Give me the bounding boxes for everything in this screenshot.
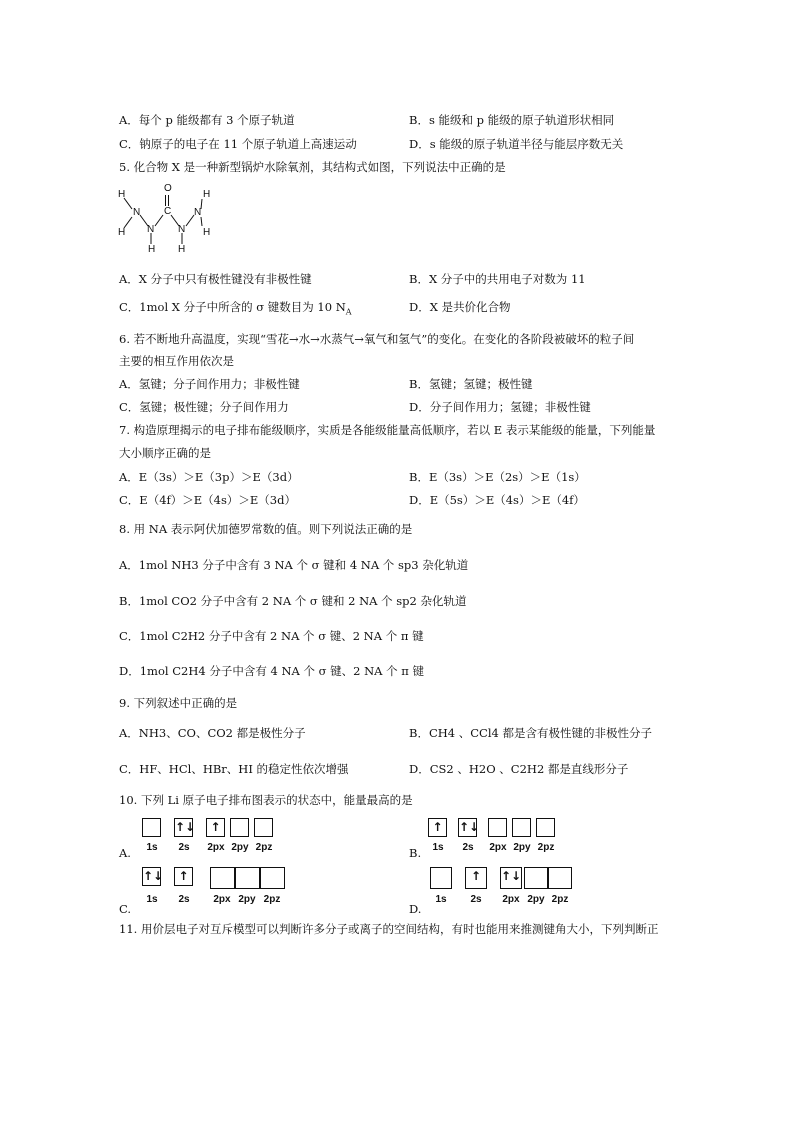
orbital-box [430,867,452,889]
atom-h: H [203,189,211,200]
orbital-label: 2px [502,894,520,905]
atom-o: O [164,183,172,194]
q4-option-c: C．钠原子的电子在 11 个原子轨道上高速运动 [119,137,357,151]
orbital-box [210,867,235,889]
orbital-box: ↑↓ [174,818,193,837]
orbital-box [254,818,273,837]
orbital-box: ↑↓ [500,867,522,889]
q8-option-c: C．1mol C2H2 分子中含有 2 NA 个 σ 键、2 NA 个 π 键 [119,629,424,643]
q6-stem-line1: 6. 若不断地升高温度，实现“雪花→水→水蒸气→氧气和氢气”的变化。在变化的各阶段被破坏的粒子间 [119,332,635,346]
urea-hydrazine-structure [115,184,225,264]
orbital-box: ↑ [465,867,487,889]
q5-stem: 5. 化合物 X 是一种新型锅炉水除氧剂，其结构式如图，下列说法中正确的是 [119,160,506,174]
q7-option-d: D．E（5s）＞E（4s）＞E（4f） [409,493,585,507]
q5-option-c: C．1mol X 分子中所含的 σ 键数目为 10 $N_A$ [119,300,352,317]
q5-option-d: D．X 是共价化合物 [409,300,511,314]
orbital-box: ↑ [206,818,225,837]
orbital-label: 2s [462,842,474,853]
orbital-box [536,818,555,837]
atom-h: H [148,244,156,255]
orbital-label: 2pz [551,894,569,905]
orbital-label: 2px [207,842,225,853]
orbital-label: 2s [470,894,482,905]
orbital-box [512,818,531,837]
q10-option-label-d: D. [409,902,422,916]
q7-stem-line2: 大小顺序正确的是 [119,446,211,460]
orbital-box: ↑↓ [142,867,161,886]
q6-option-c: C．氢键；极性键；分子间作用力 [119,400,289,414]
q8-option-a: A．1mol NH3 分子中含有 3 NA 个 σ 键和 4 NA 个 sp3 杂化轨道 [119,558,469,572]
orbital-label: 2s [178,894,190,905]
atom-h: H [118,227,126,238]
q9-option-b: B．CH4 、CCl4 都是含有极性键的非极性分子 [409,726,652,740]
orbital-label: 2pz [537,842,555,853]
q7-option-b: B．E（3s）＞E（2s）＞E（1s） [409,470,586,484]
orbital-label: 2py [238,894,256,905]
q7-option-a: A．E（3s）＞E（3p）＞E（3d） [119,470,299,484]
orbital-box: ↑↓ [458,818,477,837]
atom-h: H [118,189,126,200]
q9-stem: 9. 下列叙述中正确的是 [119,696,238,710]
q10-option-label-a: A. [119,846,131,860]
q9-option-d: D．CS2 、H2O 、C2H2 都是直线形分子 [409,762,629,776]
q7-option-c: C．E（4f）＞E（4s）＞E（3d） [119,493,296,507]
q4-option-b: B．s 能级和 p 能级的原子轨道形状相同 [409,113,615,127]
q10-option-label-b: B. [409,846,422,860]
orbital-box [548,867,572,889]
orbital-label: 2py [513,842,531,853]
orbital-box [524,867,548,889]
q5-option-a: A．X 分子中只有极性键没有非极性键 [119,272,312,286]
orbital-label: 2px [213,894,231,905]
atom-n: N [178,224,186,235]
q10-stem: 10. 下列 Li 原子电子排布图表示的状态中，能量最高的是 [119,793,413,807]
q6-option-b: B．氢键；氢键；极性键 [409,377,533,391]
atom-n: N [147,224,155,235]
atom-c: C [164,206,172,217]
orbital-label: 1s [146,842,158,853]
orbital-label: 1s [146,894,158,905]
q11-stem: 11. 用价层电子对互斥模型可以判断许多分子或离子的空间结构，有时也能用来推测键角大小，下列判断正 [119,922,659,936]
q4-option-d: D．s 能级的原子轨道半径与能层序数无关 [409,137,624,151]
q10-option-label-c: C. [119,902,132,916]
orbital-box [230,818,249,837]
orbital-box [260,867,285,889]
orbital-label: 1s [432,842,444,853]
orbital-label: 2pz [255,842,273,853]
q6-stem-line2: 主要的相互作用依次是 [119,354,234,368]
q7-stem-line1: 7. 构造原理揭示的电子排布能级顺序，实质是各能级能量高低顺序，若以 E 表示某能级的能量，下列能量 [119,423,656,437]
q5-option-b: B．X 分子中的共用电子对数为 11 [409,272,586,286]
q4-option-a: A．每个 p 能级都有 3 个原子轨道 [119,113,295,127]
orbital-label: 2px [489,842,507,853]
orbital-box: ↑ [174,867,193,886]
q9-option-c: C．HF、HCl、HBr、HI 的稳定性依次增强 [119,762,349,776]
q6-option-d: D．分子间作用力；氢键；非极性键 [409,400,591,414]
orbital-label: 2s [178,842,190,853]
q8-option-b: B．1mol CO2 分子中含有 2 NA 个 σ 键和 2 NA 个 sp2 杂化轨道 [119,594,467,608]
orbital-box [235,867,260,889]
q8-option-d: D．1mol C2H4 分子中含有 4 NA 个 σ 键、2 NA 个 π 键 [119,664,424,678]
orbital-box [488,818,507,837]
atom-n: N [133,207,141,218]
atom-n: N [194,207,202,218]
subscript: A [345,307,352,317]
atom-h: H [203,227,211,238]
orbital-label: 1s [435,894,447,905]
orbital-label: 2py [527,894,545,905]
orbital-box [142,818,161,837]
atom-h: H [178,244,186,255]
orbital-label: 2py [231,842,249,853]
orbital-box: ↑ [428,818,447,837]
q9-option-a: A．NH3、CO、CO2 都是极性分子 [119,726,306,740]
q6-option-a: A．氢键；分子间作用力；非极性键 [119,377,300,391]
q8-stem: 8. 用 NA 表示阿伏加德罗常数的值。则下列说法正确的是 [119,522,413,536]
orbital-label: 2pz [263,894,281,905]
